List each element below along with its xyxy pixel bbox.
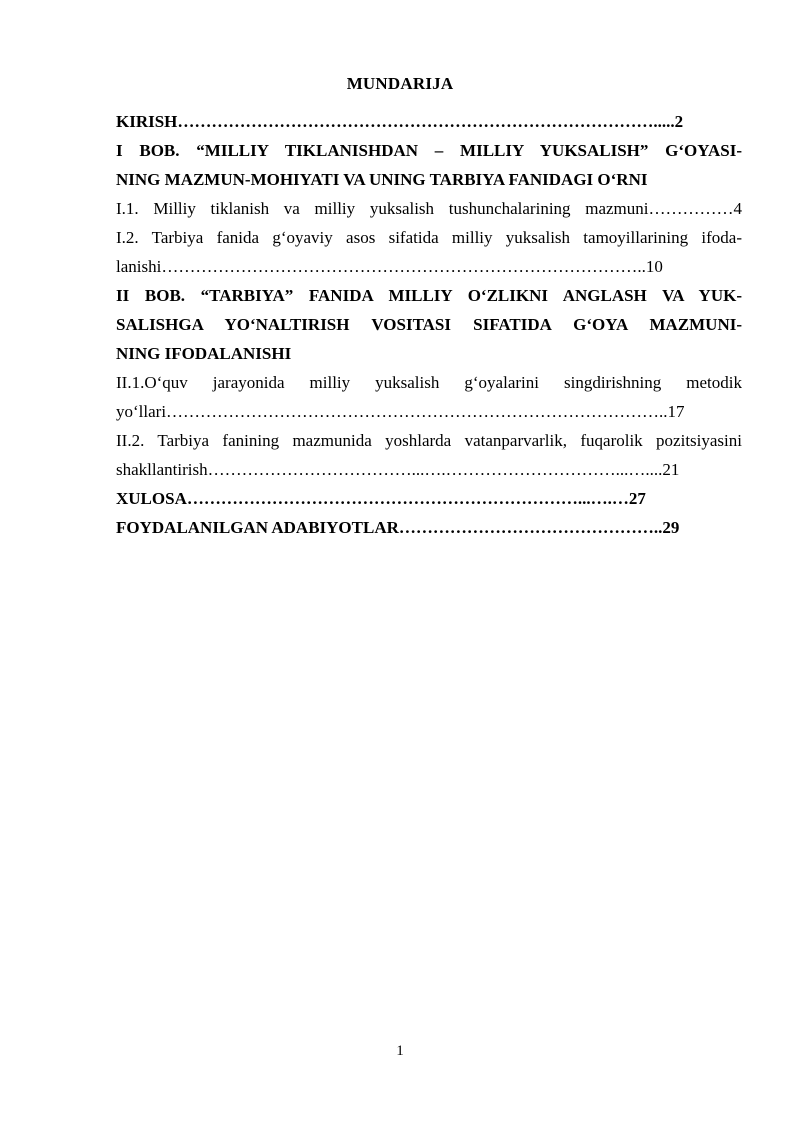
toc-line-section-2-2-part-1: II.2. Tarbiya fanining mazmunida yoshlarda vatanparvarlik, fuqarolik pozitsiyasini [116,431,742,450]
toc-line-section-1-2-part-2: lanishi…………………………………………………………………………..10 [116,257,663,276]
toc-line-chapter-2-part-2: SALISHGA YO‘NALTIRISH VOSITASI SIFATIDA G‘OYA MAZMUNI- [116,315,742,334]
toc-line-xulosa: XULOSA……………………………………………………………...….…27 [116,489,646,508]
toc-line-adabiyotlar: FOYDALANILGAN ADABIYOTLAR………………………………………..29 [116,518,680,537]
toc-line-section-2-1-part-2: yo‘llari……………………………………………………………………………..17 [116,402,685,421]
toc-line-chapter-2-part-3: NING IFODALANISHI [116,344,292,363]
toc-line-kirish: KIRISH………………………………………………………………………….....2 [116,112,684,131]
toc-line-section-2-1-part-1: II.1.O‘quv jarayonida milliy yuksalish g‘oyalarini singdirishning metodik [116,373,742,392]
toc-line-section-2-2-part-2: shakllantirish………………………………...….…………………………...…....21 [116,460,680,479]
page-title: MUNDARIJA [346,74,454,93]
toc-line-section-1-1: I.1. Milliy tiklanish va milliy yuksalish tushunchalarining mazmuni……………4 [116,199,742,218]
toc-line-chapter-1-part-1: I BOB. “MILLIY TIKLANISHDAN – MILLIY YUKSALISH” G‘OYASI- [116,141,742,160]
table-of-contents [116,107,742,542]
toc-line-chapter-1-part-2: NING MAZMUN-MOHIYATI VA UNING TARBIYA FANIDAGI O‘RNI [116,170,648,189]
toc-line-chapter-2-part-1: II BOB. “TARBIYA” FANIDA MILLIY O‘ZLIKNI ANGLASH VA YUK- [116,286,742,305]
page-number: 1 [396,1043,404,1059]
toc-line-section-1-2-part-1: I.2. Tarbiya fanida g‘oyaviy asos sifatida milliy yuksalish tamoyillarining ifoda- [116,228,742,247]
